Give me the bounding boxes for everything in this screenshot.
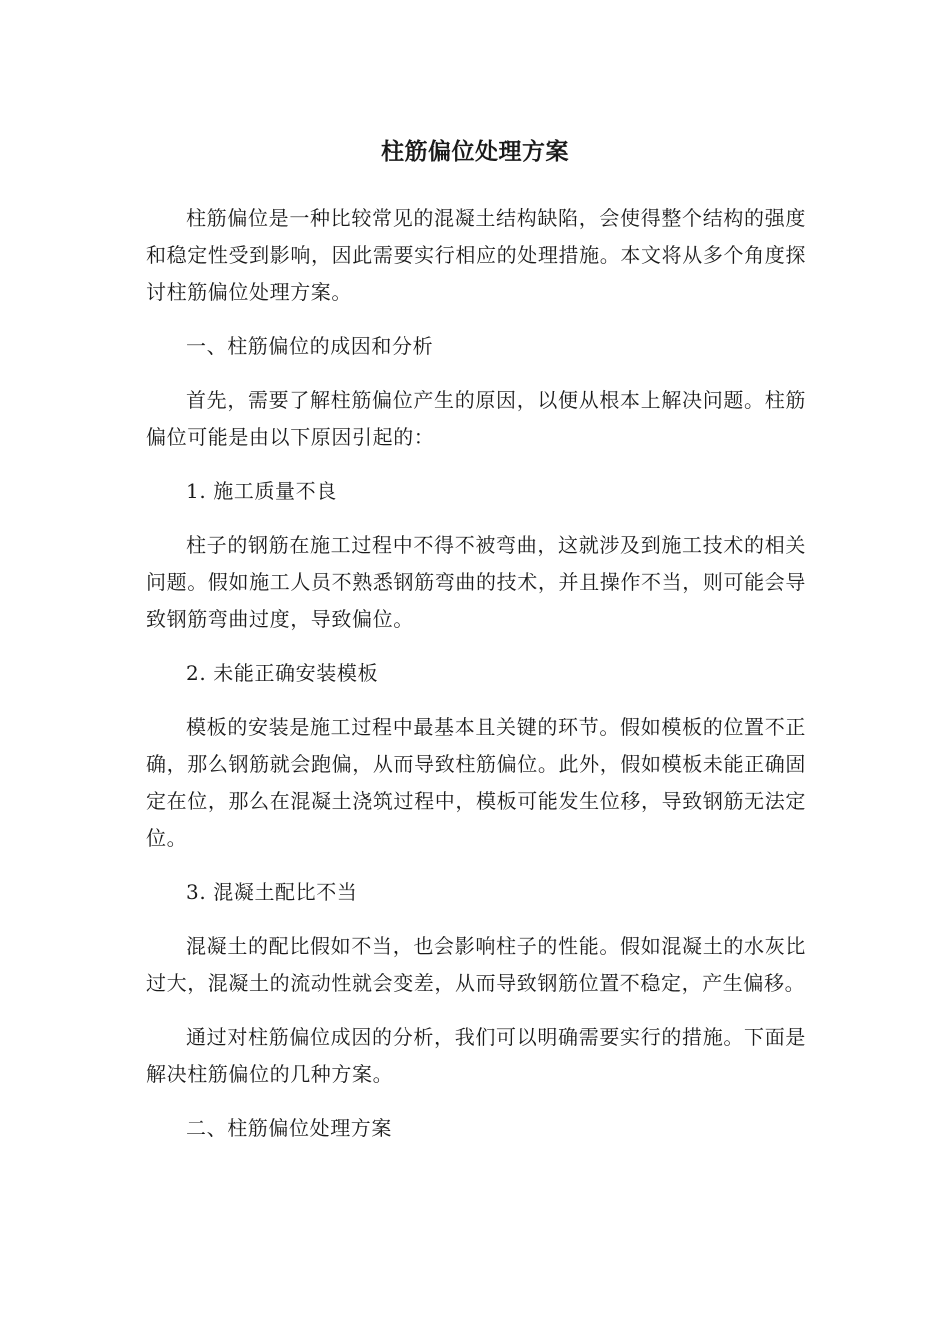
cause-paragraph-formwork: 模板的安装是施工过程中最基本且关键的环节。假如模板的位置不正确，那么钢筋就会跑偏，从而导致柱筋偏位。此外，假如模板未能正确固定在位，那么在混凝土浇筑过程中，模板可能发生位移，导致钢筋无法定位。 (146, 715, 806, 850)
document-title: 柱筋偏位处理方案 (381, 139, 569, 165)
cause-paragraph-concrete-mix: 混凝土的配比假如不当，也会影响柱子的性能。假如混凝土的水灰比过大，混凝土的流动性就会变差，从而导致钢筋位置不稳定，产生偏移。 (146, 934, 806, 995)
causes-intro-paragraph: 首先，需要了解柱筋偏位产生的原因，以便从根本上解决问题。柱筋偏位可能是由以下原因引起的： (146, 388, 806, 449)
intro-paragraph: 柱筋偏位是一种比较常见的混凝土结构缺陷，会使得整个结构的强度和稳定性受到影响，因此需要实行相应的处理措施。本文将从多个角度探讨柱筋偏位处理方案。 (146, 206, 806, 304)
document-body (146, 200, 806, 1164)
cause-heading-formwork: 2. 未能正确安装模板 (186, 661, 379, 685)
section-heading-solutions: 二、柱筋偏位处理方案 (186, 1116, 392, 1140)
cause-heading-construction-quality: 1. 施工质量不良 (186, 479, 337, 503)
cause-paragraph-construction-quality: 柱子的钢筋在施工过程中不得不被弯曲，这就涉及到施工技术的相关问题。假如施工人员不熟悉钢筋弯曲的技术，并且操作不当，则可能会导致钢筋弯曲过度，导致偏位。 (146, 533, 806, 631)
section-heading-causes: 一、柱筋偏位的成因和分析 (186, 334, 434, 358)
cause-heading-concrete-mix: 3. 混凝土配比不当 (186, 880, 358, 904)
transition-paragraph: 通过对柱筋偏位成因的分析，我们可以明确需要实行的措施。下面是解决柱筋偏位的几种方案。 (146, 1025, 806, 1086)
